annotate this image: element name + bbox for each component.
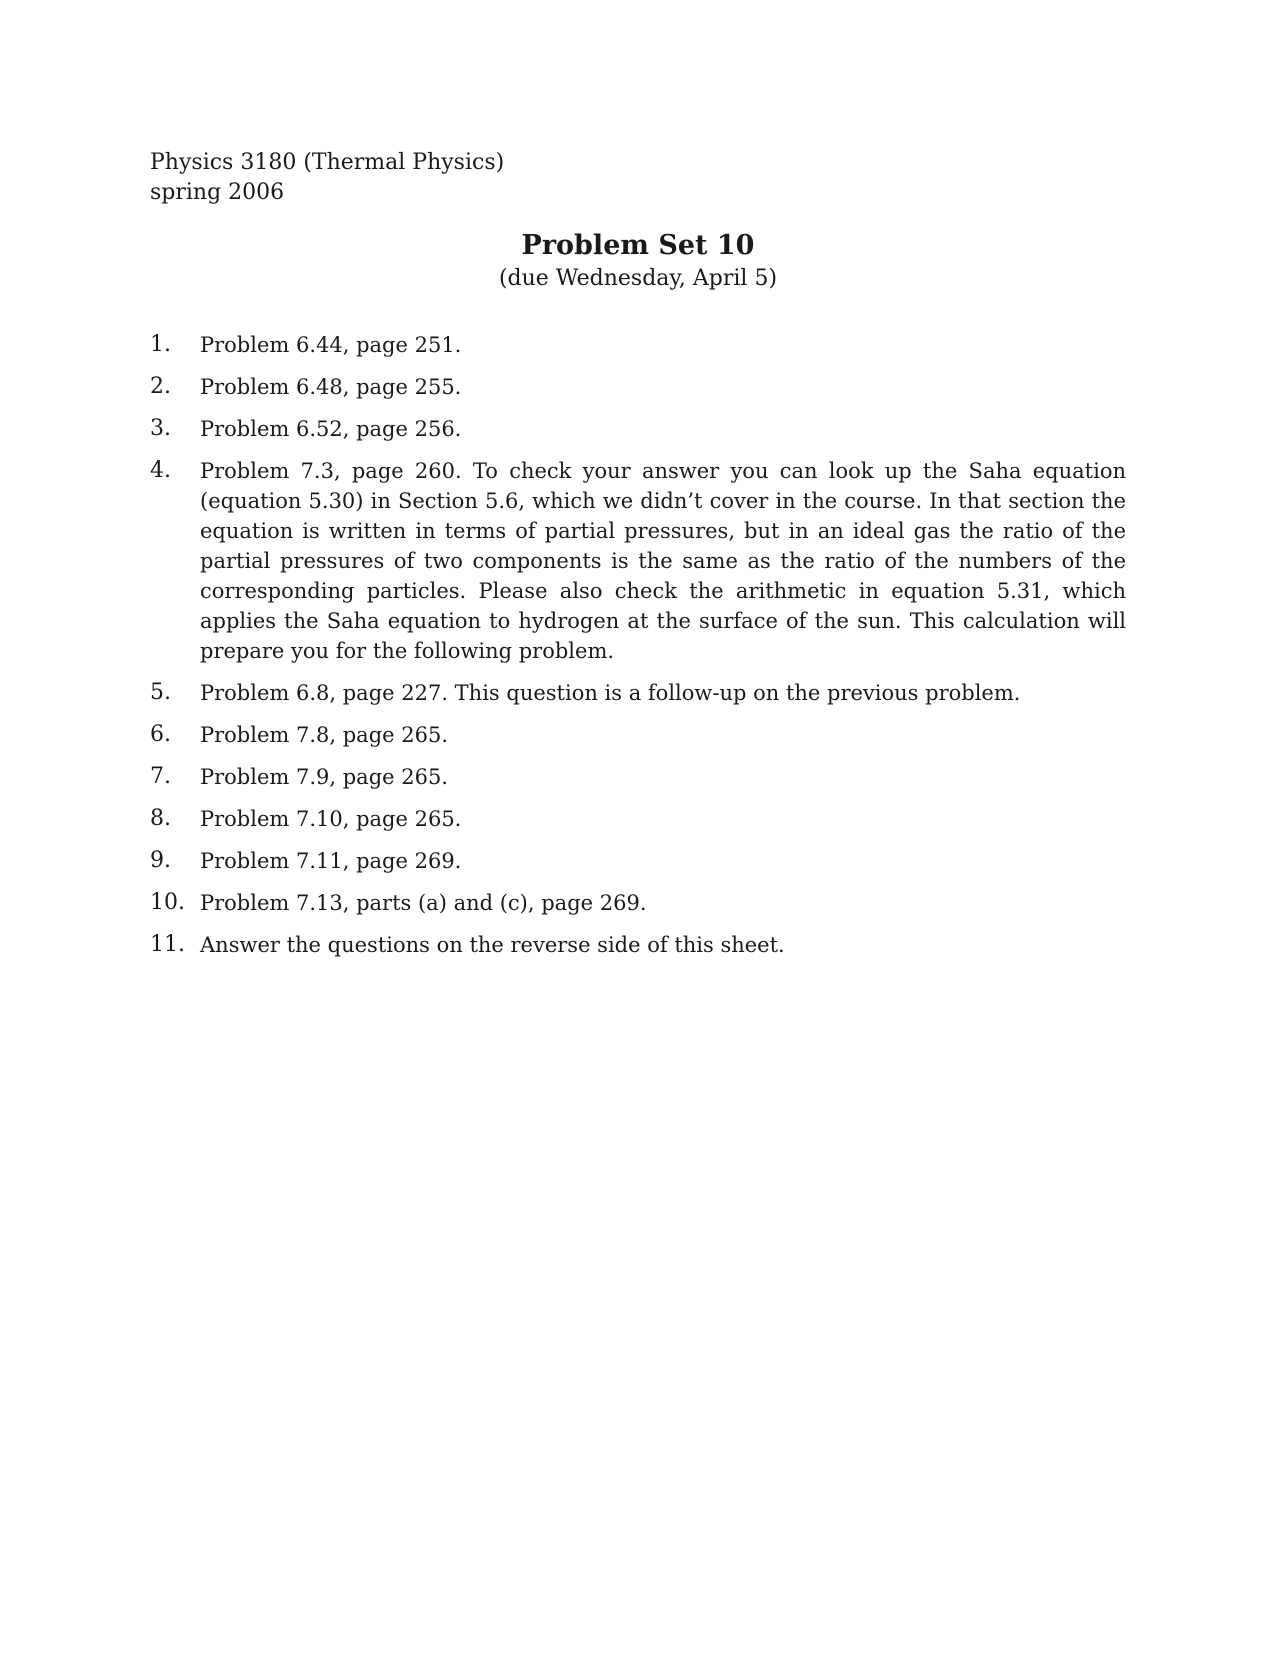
- title-block: [150, 228, 1126, 294]
- problem-list: [150, 330, 1126, 972]
- problem-text: Problem 6.44, page 251.: [200, 333, 462, 357]
- problem-item: [150, 414, 1126, 444]
- problem-item: [150, 456, 1126, 666]
- problem-text: Problem 7.8, page 265.: [200, 723, 449, 747]
- problem-item: [150, 762, 1126, 792]
- problem-item: [150, 930, 1126, 960]
- problem-text: Problem 7.11, page 269.: [200, 849, 462, 873]
- problem-text: Problem 6.48, page 255.: [200, 375, 462, 399]
- problem-number: 5.: [150, 680, 171, 705]
- course-name: Physics 3180 (Thermal Physics): [150, 150, 505, 175]
- problem-number: 10.: [150, 890, 185, 915]
- problem-number: 9.: [150, 848, 171, 873]
- problem-item: [150, 804, 1126, 834]
- due-date: (due Wednesday, April 5): [498, 266, 778, 291]
- problem-item: [150, 888, 1126, 918]
- problem-number: 4.: [150, 458, 171, 483]
- problem-number: 11.: [150, 932, 185, 957]
- problem-text: Problem 7.10, page 265.: [200, 807, 462, 831]
- problem-text: Problem 7.3, page 260. To check your answer you can look up the Saha equation (equation 5.30) in Section 5.6, which we didn’t cover in the course. In that section the equation is written in terms of partial pressures, but in an ideal gas the ratio of the partial pressures of two components is the same as the ratio of the numbers of the corresponding particles. Please also check the arithmetic in equation 5.31, which applies the Saha equation to hydrogen at the surface of the sun. This calculation will prepare you for the following problem.: [200, 459, 1126, 663]
- problem-item: [150, 330, 1126, 360]
- problem-text: Problem 6.52, page 256.: [200, 417, 462, 441]
- problem-text: Problem 7.9, page 265.: [200, 765, 449, 789]
- course-term: spring 2006: [150, 180, 285, 205]
- problem-item: [150, 678, 1126, 708]
- problem-number: 8.: [150, 806, 171, 831]
- problem-number: 2.: [150, 374, 171, 399]
- problem-item: [150, 846, 1126, 876]
- problem-text: Answer the questions on the reverse side of this sheet.: [200, 933, 785, 957]
- problem-text: Problem 6.8, page 227. This question is a follow-up on the previous problem.: [200, 681, 1021, 705]
- problem-item: [150, 720, 1126, 750]
- problem-number: 6.: [150, 722, 171, 747]
- problem-text: Problem 7.13, parts (a) and (c), page 269.: [200, 891, 647, 915]
- problem-number: 3.: [150, 416, 171, 441]
- problem-number: 1.: [150, 332, 171, 357]
- course-header: [150, 148, 504, 208]
- page-title: Problem Set 10: [521, 230, 755, 261]
- problem-item: [150, 372, 1126, 402]
- problem-number: 7.: [150, 764, 171, 789]
